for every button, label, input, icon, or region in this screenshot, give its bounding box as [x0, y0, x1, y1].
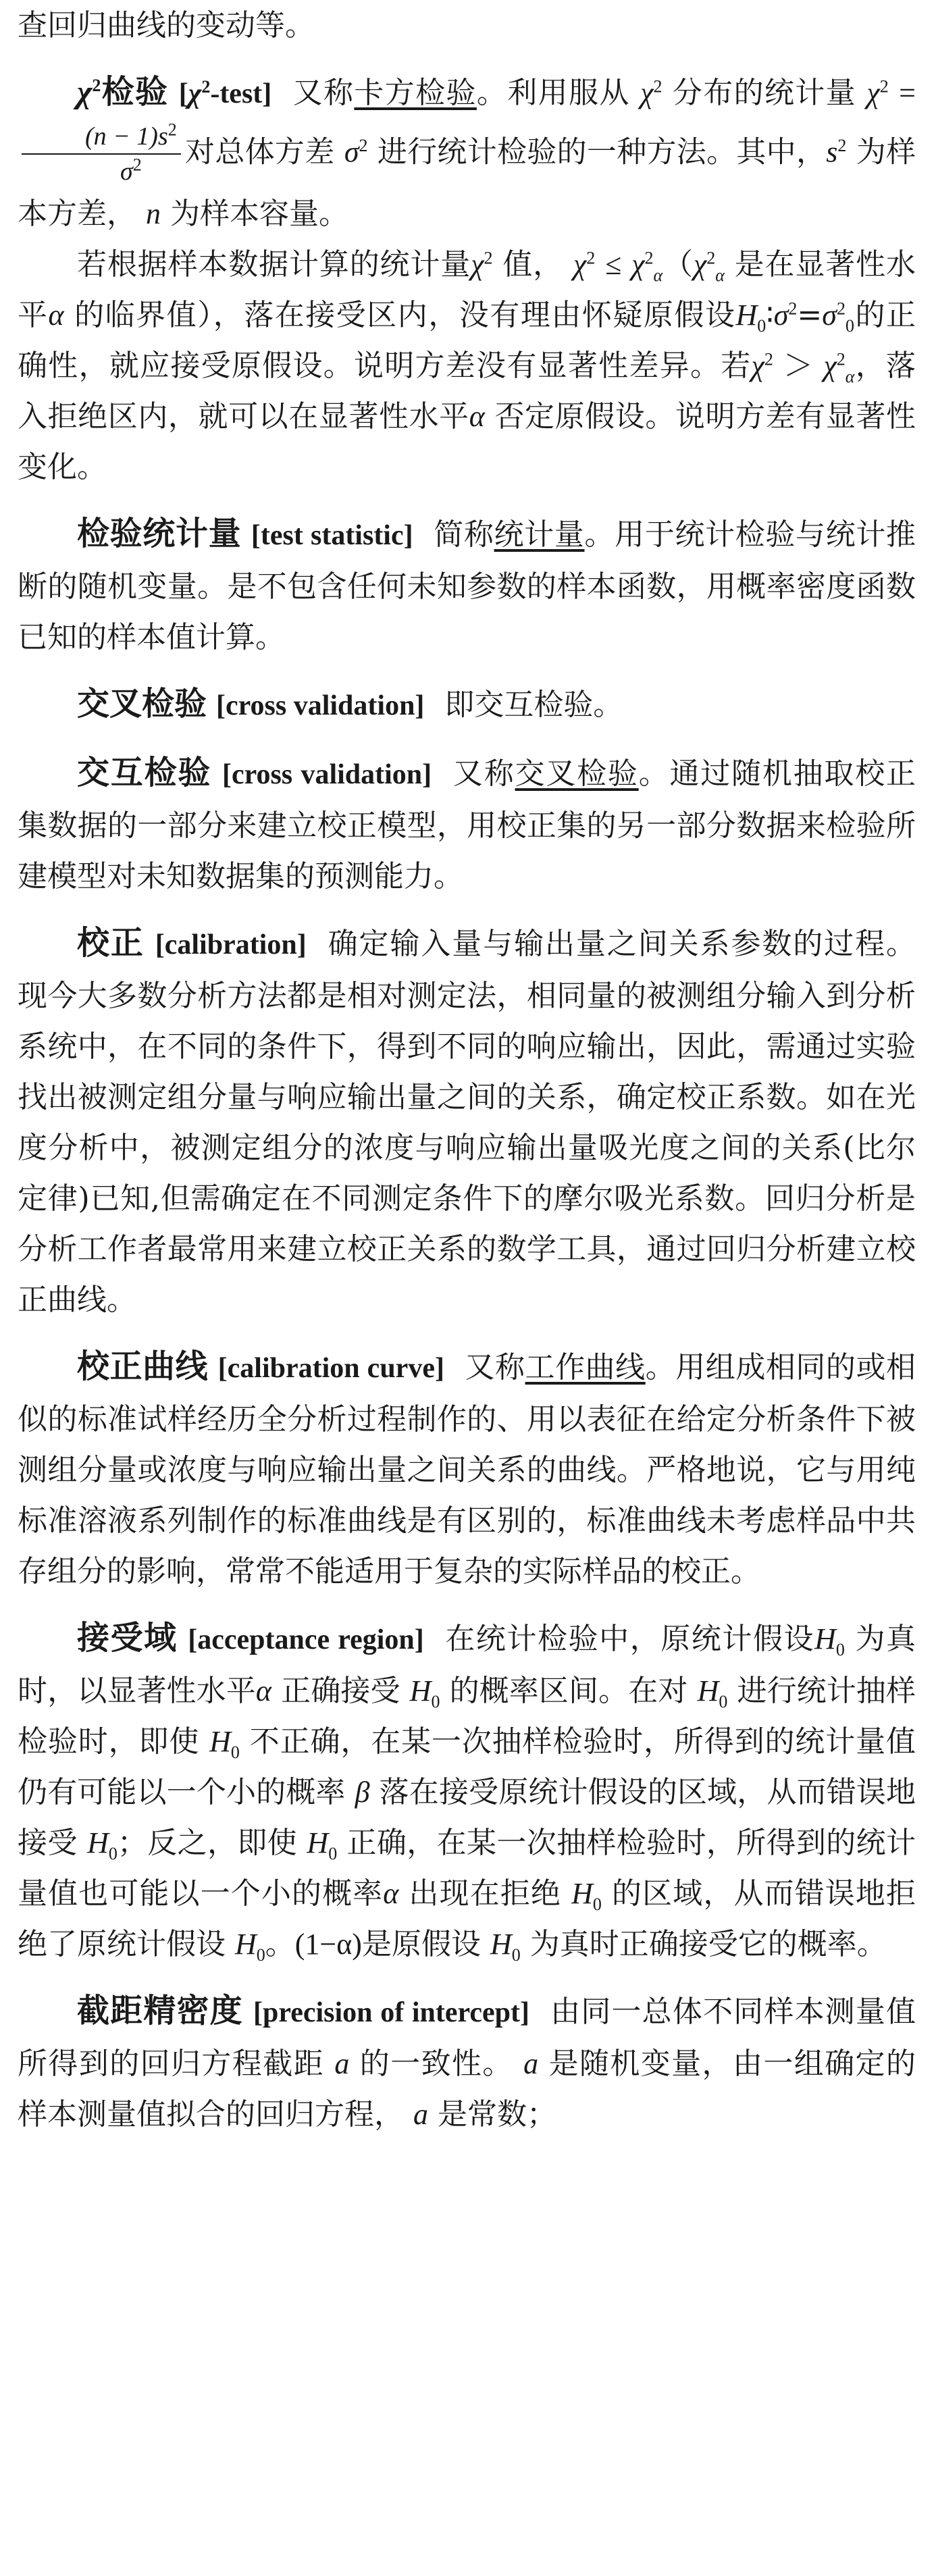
entry-english-term: [test statistic]: [251, 520, 413, 551]
entry-calibration: 校正 [calibration] 确定输入量与输出量之间关系参数的过程。现今大多数分析方法都是相对测定法，相同量的被测组分输入到分析系统中，在不同的条件下，得到不同的响应输出，因此，需通过实验找出被测定组分量与响应输出量之间的关系，确定校正系数。如在光度分析中，被测定组分的浓度与响应输出量吸光度之间的关系(比尔定律)已知,但需确定在不同测定条件下的摩尔吸光系数。回归分析是分析工作者最常用来建立校正关系的数学工具，通过回归分析建立校正曲线。: [18, 924, 916, 1317]
entry-precision-of-intercept: 截距精密度 [precision of intercept] 由同一总体不同样本测量值所得到的回归方程截距 a 的一致性。 a 是随机变量，由一组确定的样本测量值拟合的回归方程， a 是常数；: [18, 1992, 916, 2132]
entry-alias-link: 统计量: [494, 517, 585, 552]
entry-chi-square-test: [18, 67, 916, 492]
entry-mutual-validation: 交互检验 [cross validation] 又称交叉检验。通过随机抽取校正集数据的一部分来建立校正模型，用校正集的另一部分数据来检验所建模型对未知数据集的预测能力。: [18, 754, 916, 894]
entry-chi-square-p2: 若根据样本数据计算的统计量$\chi^2$ 值， $\chi^2 \le \chi^2_\alpha(\chi^2_\alpha$ 是在显著性水平α 的临界值），落在接受区内，没有理由怀疑原假设$H_0∶\sigma^2=\sigma^2_0$的正确性，就应接受原假设。说明方差没有显著性差异。若$\chi^2 > \chi^2_\alpha$，落入拒绝区内，就可以在显著性水平α 否定原假设。说明方差有显著性变化。: [18, 247, 916, 484]
entry-term: 交互检验: [77, 754, 212, 792]
entry-alias-link: 交叉检验: [515, 756, 639, 791]
entry-english-term: [calibration curve]: [217, 1353, 444, 1384]
entry-english-term: [precision of intercept]: [253, 1997, 530, 2028]
entry-term: 接受域: [77, 1619, 178, 1657]
continuation-line: [18, 0, 916, 51]
entry-english-term: [cross validation]: [222, 759, 432, 790]
entry-term: 校正曲线: [77, 1347, 209, 1385]
entry-term: $\chi^2$检验: [77, 73, 169, 111]
entry-test-statistic: 检验统计量 [test statistic] 简称统计量。用于统计检验与统计推断的随机变量。是不包含任何未知参数的样本函数，用概率密度函数已知的样本值计算。: [18, 515, 916, 654]
entry-term: 检验统计量: [77, 515, 242, 552]
entry-calibration-curve: 校正曲线 [calibration curve] 又称工作曲线。用组成相同的或相似的标准试样经历全分析过程制作的、用以表征在给定分析条件下被测组分量或浓度与响应输出量之间关系的曲线。严格地说，它与用纯标准溶液系列制作的标准曲线是有区别的，标准曲线未考虑样品中共存组分的影响，常常不能适用于复杂的实际样品的校正。: [18, 1347, 916, 1589]
entry-term: 交叉检验: [77, 685, 207, 723]
entry-acceptance-region: 接受域 [acceptance region] 在统计检验中，原统计假设$H_0$ 为真时，以显著性水平α 正确接受 $H_0$ 的概率区间。在对 $H_0$ 进行统计抽样检验时，即使 $H_0$ 不正确，在某一次抽样检验时，所得到的统计量值仍有可能以一个小的概率 β 落在接受原统计假设的区域，从而错误地接受 $H_0$；反之，即使 $H_0$ 正确，在某一次抽样检验时，所得到的统计量值也可能以一个小的概率α 出现在拒绝 $H_0$ 的区域，从而错误地拒绝了原统计假设 $H_0$。(1−α)是原假设 $H_0$ 为真时正确接受它的概率。: [18, 1619, 916, 1965]
entry-chi-square-p1: $\chi^2$检验 $[\chi^2-test]$ 又称卡方检验。利用服从 $\chi^2$ 分布的统计量 $\chi^2$ = $\frac{(n - 1)s^2}{\sigma^2}$ 对总体方差 $\sigma^2$ 进行统计检验的一种方法。其中，$s^2$ 为样本方差， n 为样本容量。: [18, 73, 916, 231]
entry-cross-validation: 交叉检验 [cross validation] 即交互检验。: [77, 685, 623, 723]
entry-english-term: [acceptance region]: [188, 1624, 424, 1655]
entry-term: 截距精密度: [77, 1992, 243, 2030]
entry-alias-link: 工作曲线: [525, 1350, 646, 1385]
continuation-text: 查回归曲线的变动等。: [18, 8, 315, 43]
entry-english-term: $[\chi^2-test]$: [178, 77, 272, 109]
entry-term: 校正: [77, 924, 145, 962]
entry-english-term: [cross validation]: [216, 690, 425, 721]
chi-square-formula-fraction: $\frac{(n - 1)s^2}{\sigma^2}$: [22, 120, 181, 188]
entry-alias-link: 卡方检验: [354, 76, 477, 110]
entry-english-term: [calibration]: [155, 929, 307, 960]
